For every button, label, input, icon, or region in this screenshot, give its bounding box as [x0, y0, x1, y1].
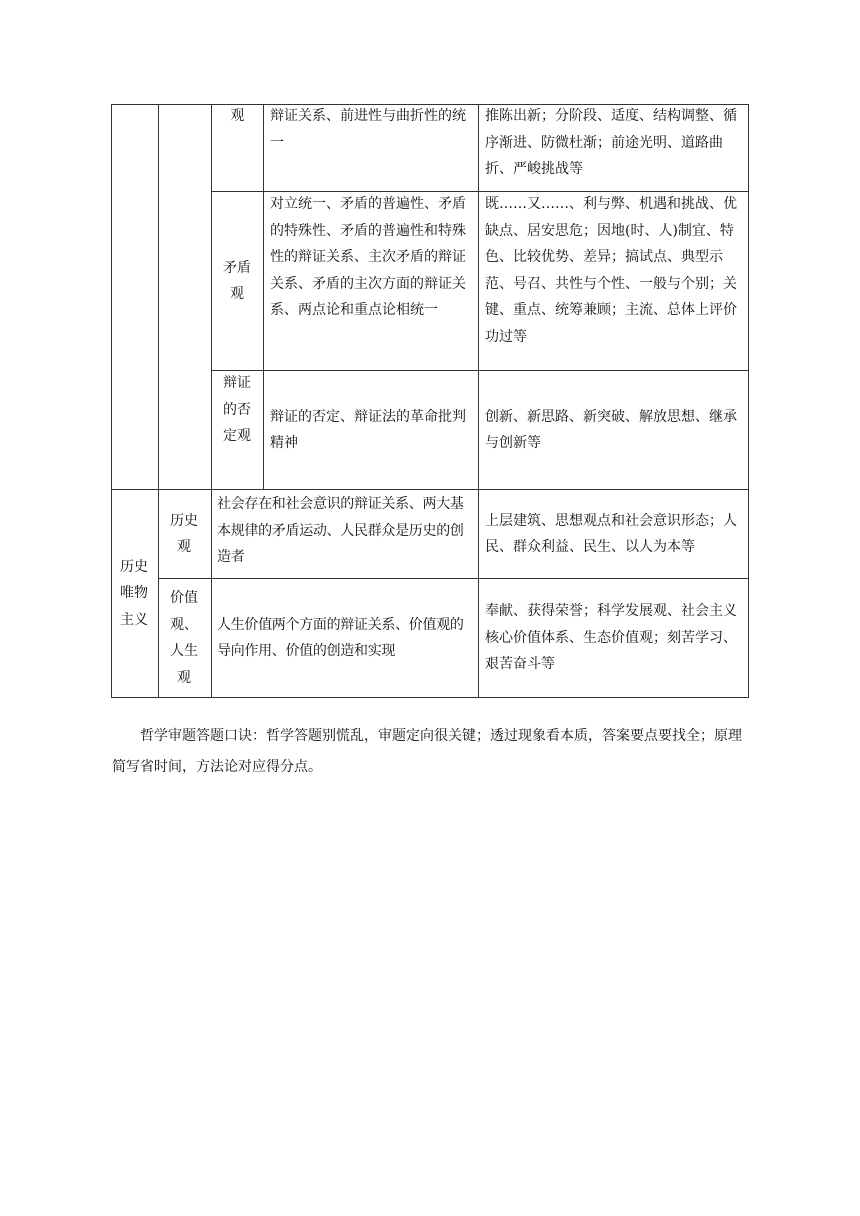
table-cell-principle: [217, 579, 475, 697]
table-cell-keywords: 推陈出新；分阶段、适度、结构调整、循序渐进、防微杜渐；前途光明、道路曲折、严峻挑战等: [485, 108, 737, 177]
keywords-text: 创新、新思路、新突破、解放思想、继承与创新等: [485, 408, 737, 451]
keywords-text: 上层建筑、思想观点和社会意识形态；人民、群众利益、民生、以人为本等: [485, 512, 737, 555]
group-label-text: 历史唯物主义: [120, 558, 148, 628]
sub-label-text: 历史观: [170, 512, 198, 555]
keywords-text: 奉献、获得荣誉；科学发展观、社会主义核心价值体系、生态价值观；刻苦学习、艰苦奋斗等: [485, 603, 737, 673]
table-cell-principle: 社会存在和社会意识的辩证关系、两大基本规律的矛盾运动、人民群众是历史的创造者: [217, 496, 464, 565]
sub-label-text: 矛盾观: [223, 259, 251, 302]
table-cell-sub-label: [164, 490, 204, 578]
principle-text: 辩证的否定、辩证法的革命批判精神: [270, 408, 466, 451]
sub-label-text: 价值观、人生观: [170, 590, 198, 686]
table-cell-group-label: [114, 490, 154, 697]
table-cell-sub-label: [218, 192, 256, 370]
table-cell-principle: 对立统一、矛盾的普遍性、矛盾的特殊性、矛盾的普遍性和特殊性的辩证关系、主次矛盾的辩证关系、矛盾的主次方面的辩证关系、两点论和重点论相统一: [270, 196, 466, 318]
table-cell-sub-label: 辩证的否定观: [223, 375, 251, 444]
table-cell-keywords: 既……又……、利与弊、机遇和挑战、优缺点、居安思危；因地(时、人)制宜、特色、比较优势、差异；搞试点、典型示范、号召、共性与个性、一般与个别；关键、重点、统筹兼顾；主流、总体上评价功过等: [485, 196, 737, 345]
table-cell-principle: 辩证关系、前进性与曲折性的统一: [270, 108, 466, 151]
table-cell-keywords: [485, 371, 744, 489]
table-cell-keywords: [485, 490, 744, 578]
table-cell-keywords: [485, 579, 744, 697]
table-cell-sub-label: [164, 579, 204, 697]
answering-tips-paragraph: 哲学审题答题口诀：哲学答题别慌乱，审题定向很关键；透过现象看本质，答案要点要找全；原理简写省时间，方法论对应得分点。: [112, 728, 742, 775]
table-cell-sub-label: 观: [230, 108, 245, 124]
table-cell-principle: [270, 371, 473, 489]
principle-text: 人生价值两个方面的辩证关系、价值观的导向作用、价值的创造和实现: [217, 616, 464, 659]
